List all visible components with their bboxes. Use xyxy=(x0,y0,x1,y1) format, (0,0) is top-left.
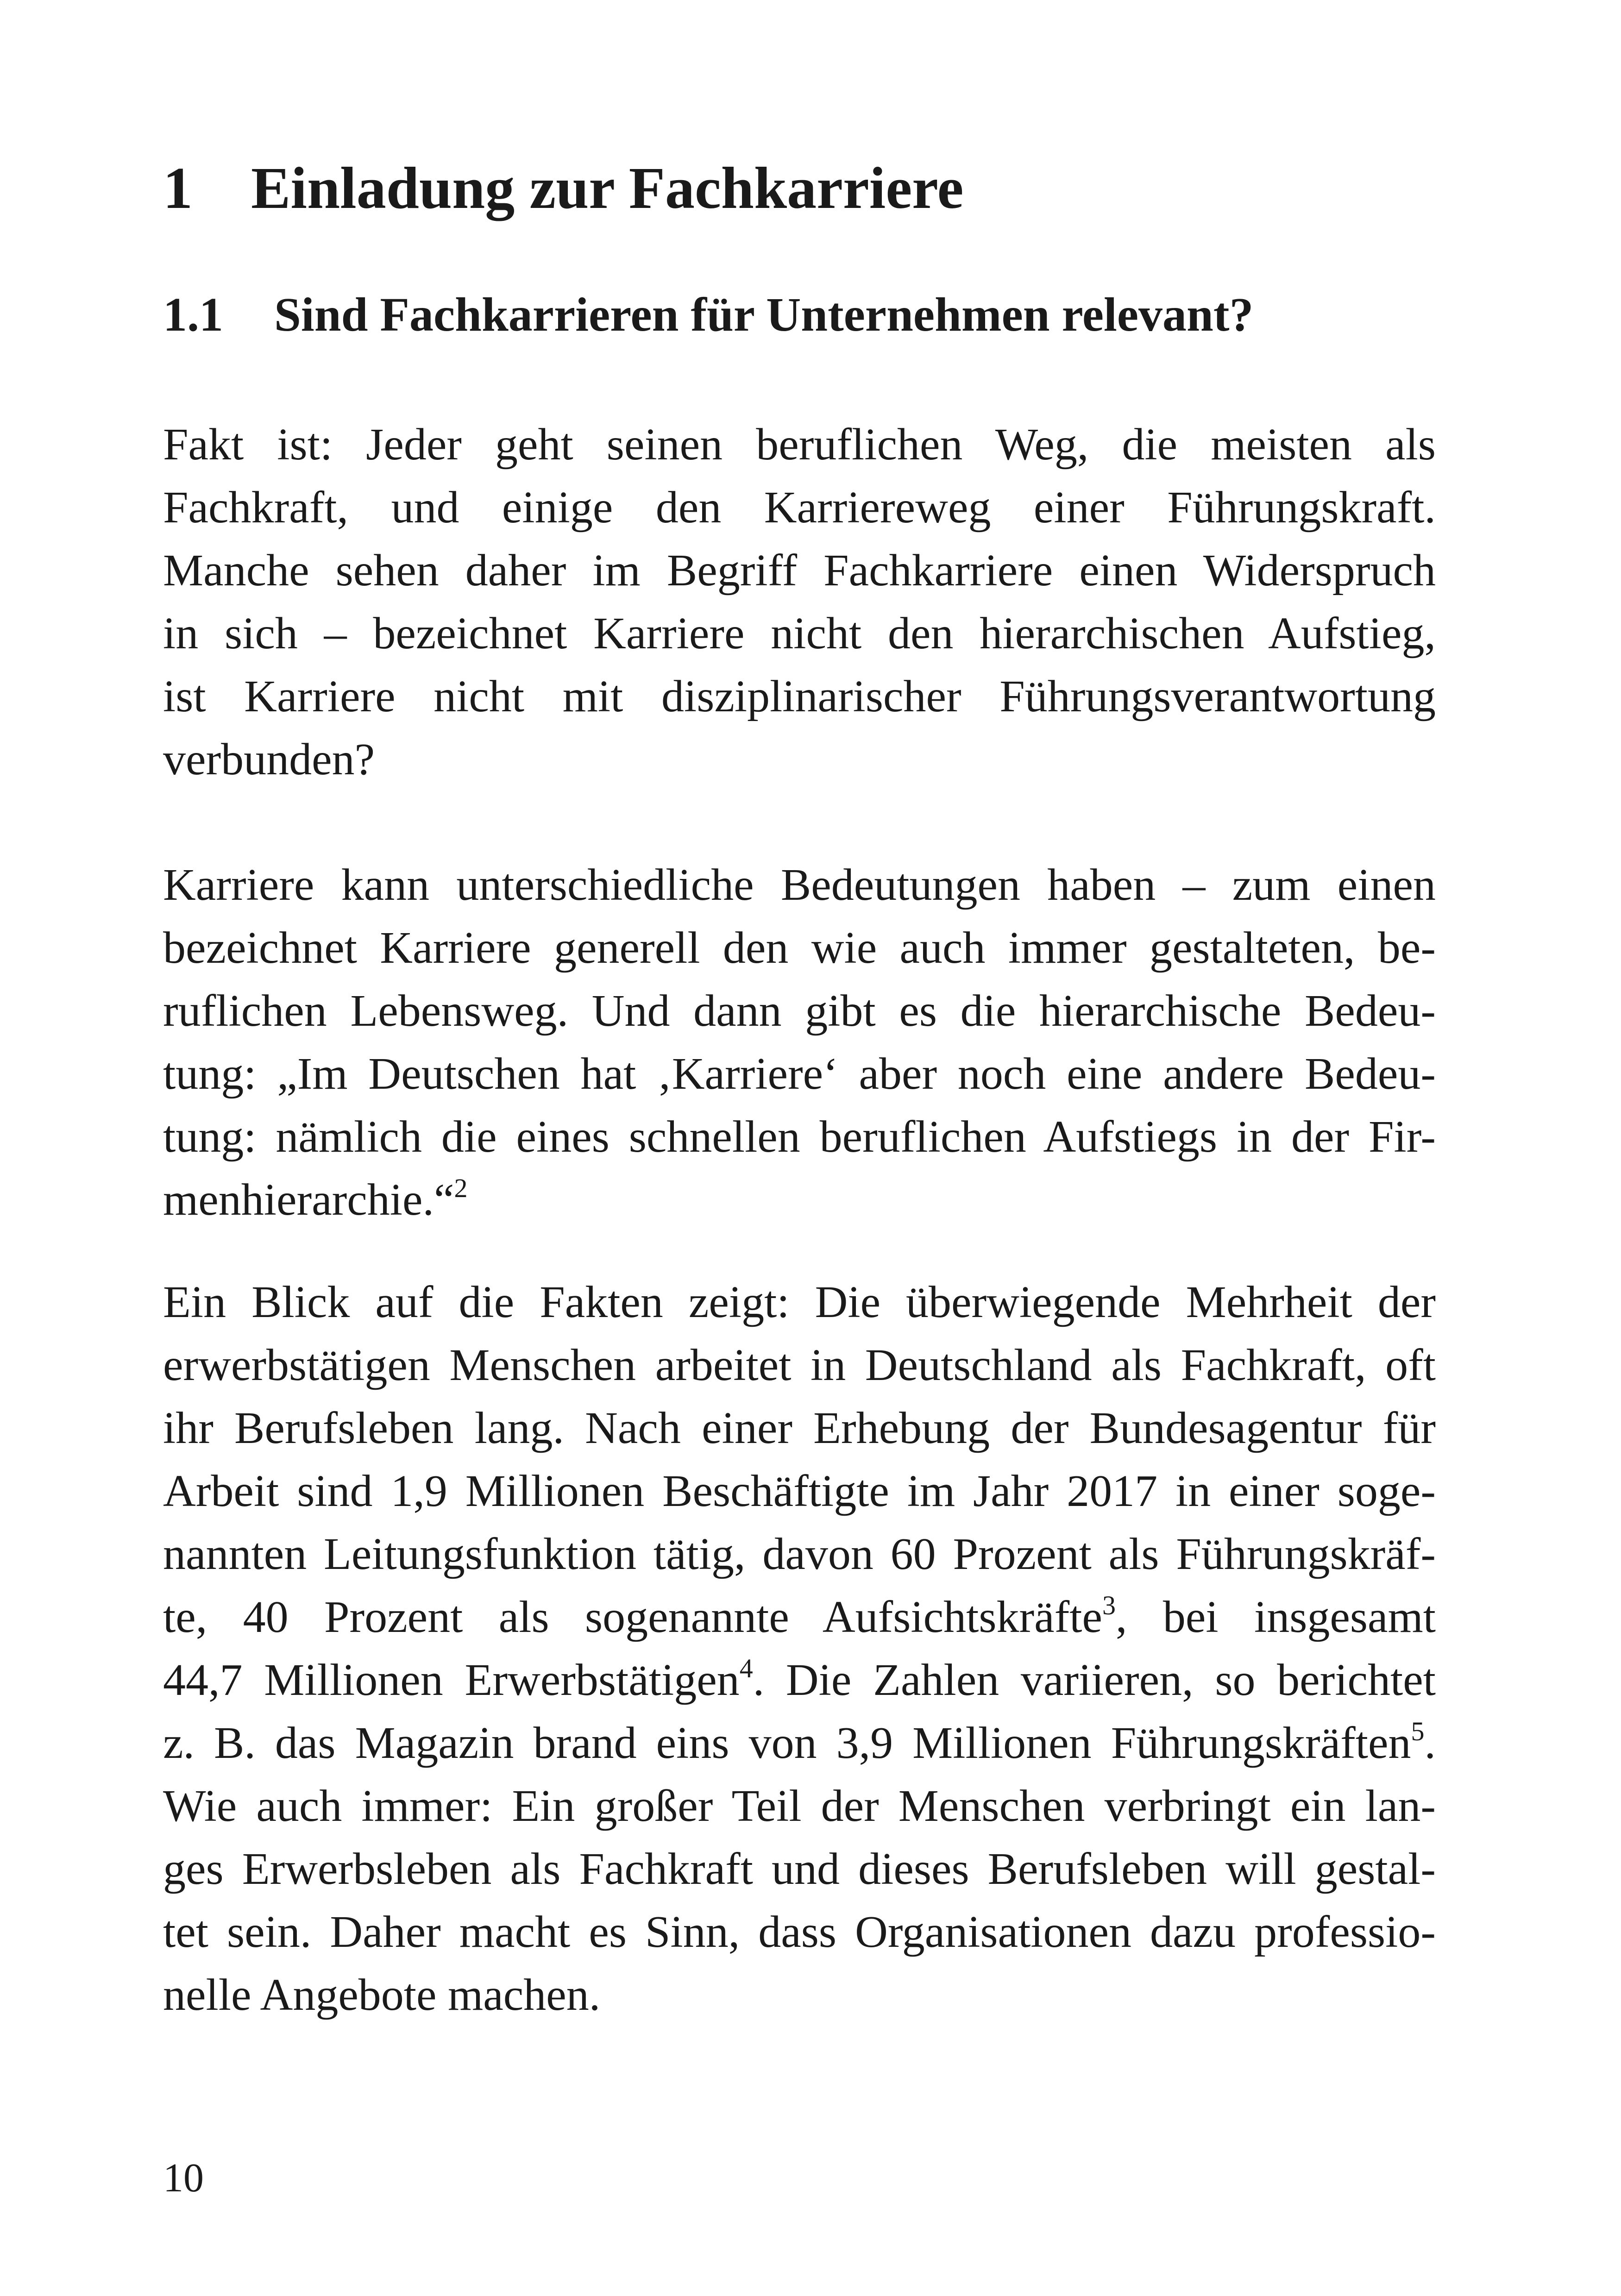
line-text: menhierarchie.“ xyxy=(163,1175,454,1225)
text-line: ist Karriere nicht mit disziplinarischer Führungsverantwortung xyxy=(163,671,1436,721)
text-line: Ein Blick auf die Fakten zeigt: Die überwiegende Mehrheit der xyxy=(163,1277,1436,1327)
line-text: z. B. das Magazin brand eins von 3,9 Millionen Führungskräften xyxy=(163,1718,1411,1768)
text-line: nelle Angebote machen. xyxy=(163,1970,601,2020)
text-line xyxy=(163,1168,1436,1231)
text-line: verbunden? xyxy=(163,734,375,784)
chapter-heading xyxy=(163,153,1506,224)
paragraph-3 xyxy=(163,1271,1436,2026)
text-line: ruflichen Lebensweg. Und dann gibt es die hierarchische Bedeu- xyxy=(163,986,1436,1036)
section-number: 1.1 xyxy=(163,288,223,341)
chapter-number: 1 xyxy=(163,155,193,221)
text-line: Fakt ist: Jeder geht seinen beruflichen Weg, die meisten als xyxy=(163,420,1436,470)
footnote-ref[interactable]: 4 xyxy=(739,1653,753,1683)
text-line: ihr Berufsleben lang. Nach einer Erhebung der Bundesagentur für xyxy=(163,1403,1436,1453)
text-line xyxy=(163,1586,1436,1649)
chapter-title: Einladung zur Fachkarriere xyxy=(251,155,964,221)
text-line: tung: nämlich die eines schnellen beruflichen Aufstiegs in der Fir- xyxy=(163,1112,1436,1162)
page-number: 10 xyxy=(163,2156,204,2201)
section-heading xyxy=(163,286,1506,344)
line-text: . Die Zahlen variieren, so berichtet xyxy=(753,1655,1436,1705)
footnote-ref[interactable]: 5 xyxy=(1411,1716,1425,1746)
text-line: Manche sehen daher im Begriff Fachkarriere einen Widerspruch xyxy=(163,546,1436,596)
text-line: nannten Leitungsfunktion tätig, davon 60 Prozent als Führungskräf- xyxy=(163,1529,1436,1579)
footnote-ref[interactable]: 2 xyxy=(454,1173,468,1203)
text-line: erwerbstätigen Menschen arbeitet in Deutschland als Fachkraft, oft xyxy=(163,1340,1436,1390)
line-text: te, 40 Prozent als sogenannte Aufsichtskräfte xyxy=(163,1592,1103,1642)
text-line: bezeichnet Karriere generell den wie auch immer gestalteten, be- xyxy=(163,923,1436,973)
text-line: Wie auch immer: Ein großer Teil der Menschen verbringt ein lan- xyxy=(163,1781,1436,1831)
text-line xyxy=(163,1712,1436,1775)
text-line: Arbeit sind 1,9 Millionen Beschäftigte im Jahr 2017 in einer soge- xyxy=(163,1466,1436,1516)
text-line: tet sein. Daher macht es Sinn, dass Organisationen dazu professio- xyxy=(163,1907,1436,1957)
line-text: 44,7 Millionen Erwerbstätigen xyxy=(163,1655,740,1705)
text-line xyxy=(163,1649,1436,1712)
text-line: Karriere kann unterschiedliche Bedeutungen haben – zum einen xyxy=(163,860,1436,910)
text-line: tung: „Im Deutschen hat ‚Karriere‘ aber noch eine andere Bedeu- xyxy=(163,1049,1436,1099)
line-text: . xyxy=(1424,1718,1436,1768)
text-line: Fachkraft, und einige den Karriereweg einer Führungskraft. xyxy=(163,483,1436,533)
text-line: ges Erwerbsleben als Fachkraft und dieses Berufsleben will gestal- xyxy=(163,1844,1436,1894)
section-title: Sind Fachkarrieren für Unternehmen relevant? xyxy=(274,288,1254,341)
paragraph-2 xyxy=(163,853,1436,1231)
text-line: in sich – bezeichnet Karriere nicht den hierarchischen Aufstieg, xyxy=(163,609,1436,659)
paragraph-1 xyxy=(163,413,1436,791)
line-text: , bei insgesamt xyxy=(1116,1592,1436,1642)
footnote-ref[interactable]: 3 xyxy=(1102,1590,1116,1620)
